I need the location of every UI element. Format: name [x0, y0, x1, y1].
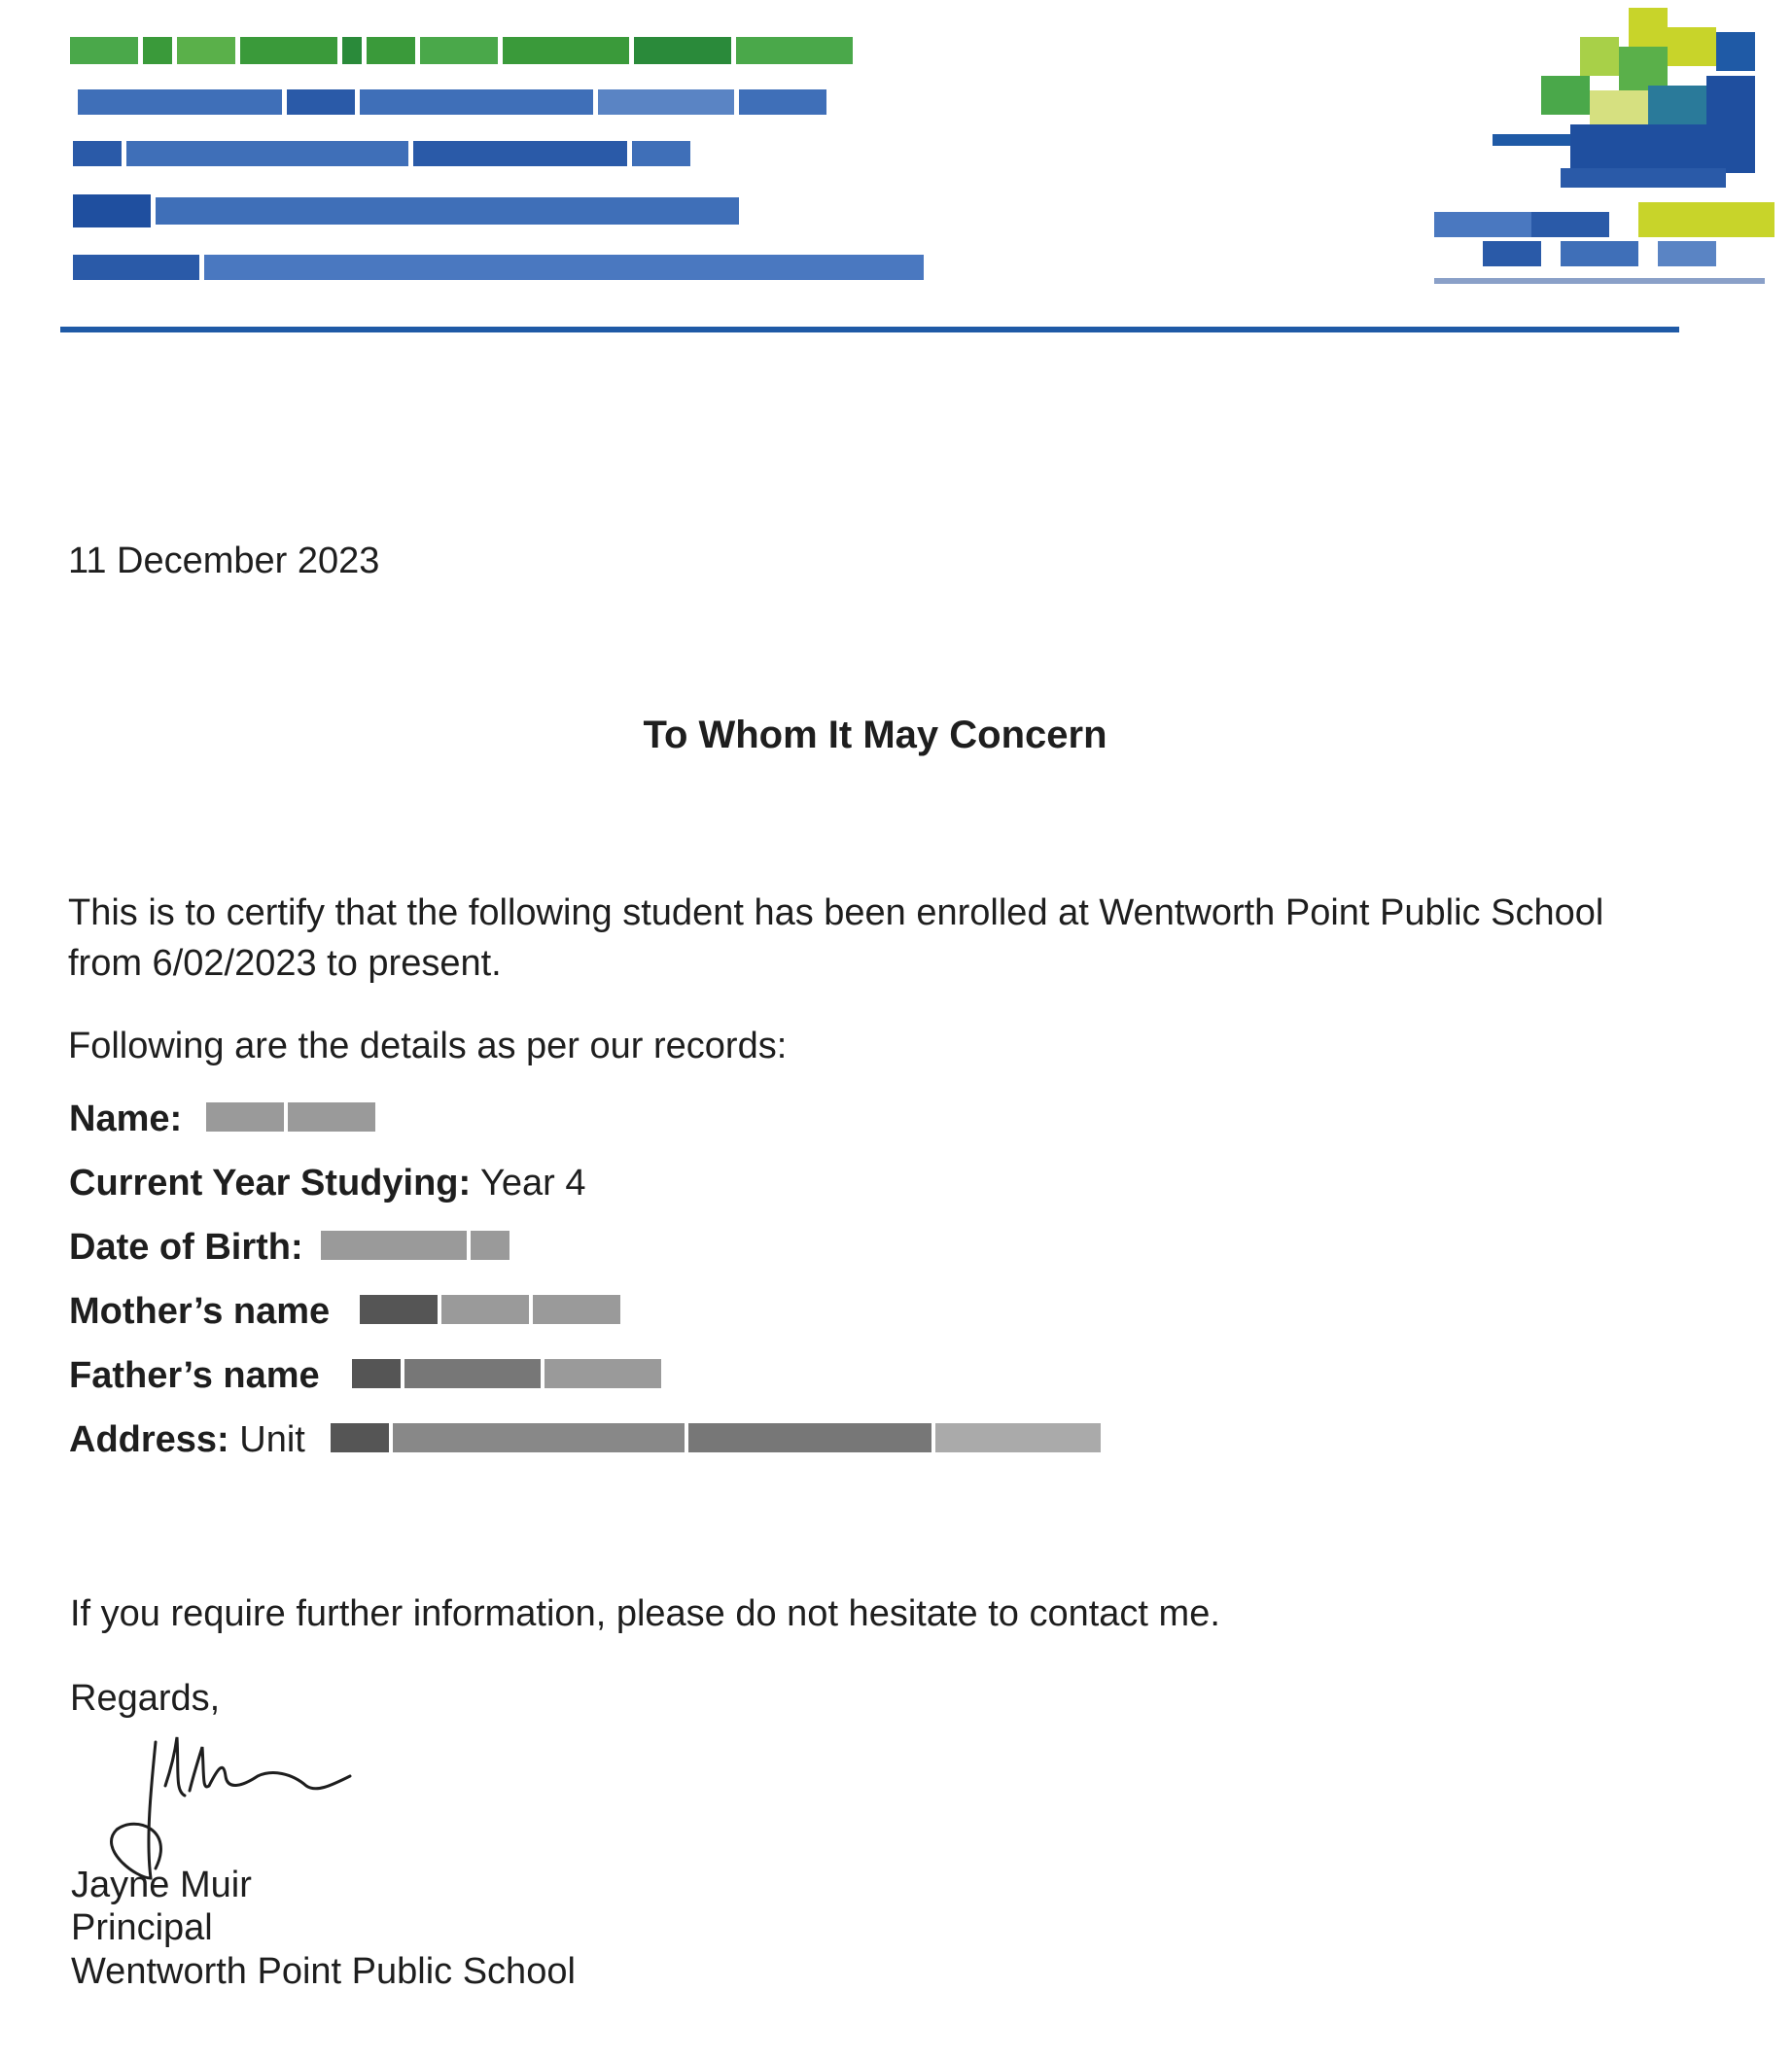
certification-line-2: from 6/02/2023 to present. [68, 943, 502, 984]
address-redacted [331, 1421, 1101, 1454]
dob-redacted [321, 1229, 509, 1262]
name-redacted [206, 1100, 375, 1134]
letterhead-email-redacted [73, 194, 739, 227]
mother-redacted [360, 1293, 620, 1326]
letterhead-school-name-redacted [70, 37, 853, 64]
field-address [69, 1419, 305, 1461]
field-mother-label: Mother’s name [69, 1291, 331, 1332]
letter-date: 11 December 2023 [68, 541, 380, 581]
letter-heading: To Whom It May Concern [643, 714, 1107, 756]
school-logo [1434, 8, 1774, 290]
closing-sentence: If you require further information, please do not hesitate to contact me. [70, 1593, 1220, 1634]
field-address-value: Unit [239, 1419, 305, 1460]
field-mother [69, 1291, 330, 1333]
field-dob [69, 1227, 303, 1269]
field-father-label: Father’s name [69, 1355, 320, 1396]
field-year-label: Current Year Studying: [69, 1163, 472, 1204]
letterhead-website-redacted [73, 255, 924, 280]
certification-line-1: This is to certify that the following student has been enrolled at Wentworth Point Public School [68, 892, 1604, 933]
signatory-name: Jayne Muir [71, 1865, 252, 1905]
field-dob-label: Date of Birth: [69, 1227, 303, 1268]
field-year [69, 1163, 586, 1204]
letterhead-phone-redacted [73, 141, 690, 166]
signatory-title: Principal [71, 1907, 213, 1948]
signatory-school: Wentworth Point Public School [71, 1951, 576, 1992]
school-logo-icon [1434, 8, 1774, 290]
details-intro: Following are the details as per our records: [68, 1026, 788, 1066]
field-address-label: Address: [69, 1419, 229, 1460]
field-year-value: Year 4 [480, 1163, 586, 1204]
field-father [69, 1355, 320, 1397]
field-name-label: Name: [69, 1099, 183, 1139]
letterhead-address-redacted [78, 89, 826, 115]
certification-paragraph [68, 888, 1721, 989]
field-name [69, 1099, 182, 1140]
father-redacted [352, 1357, 661, 1390]
regards: Regards, [70, 1678, 221, 1719]
header-divider [60, 327, 1679, 332]
